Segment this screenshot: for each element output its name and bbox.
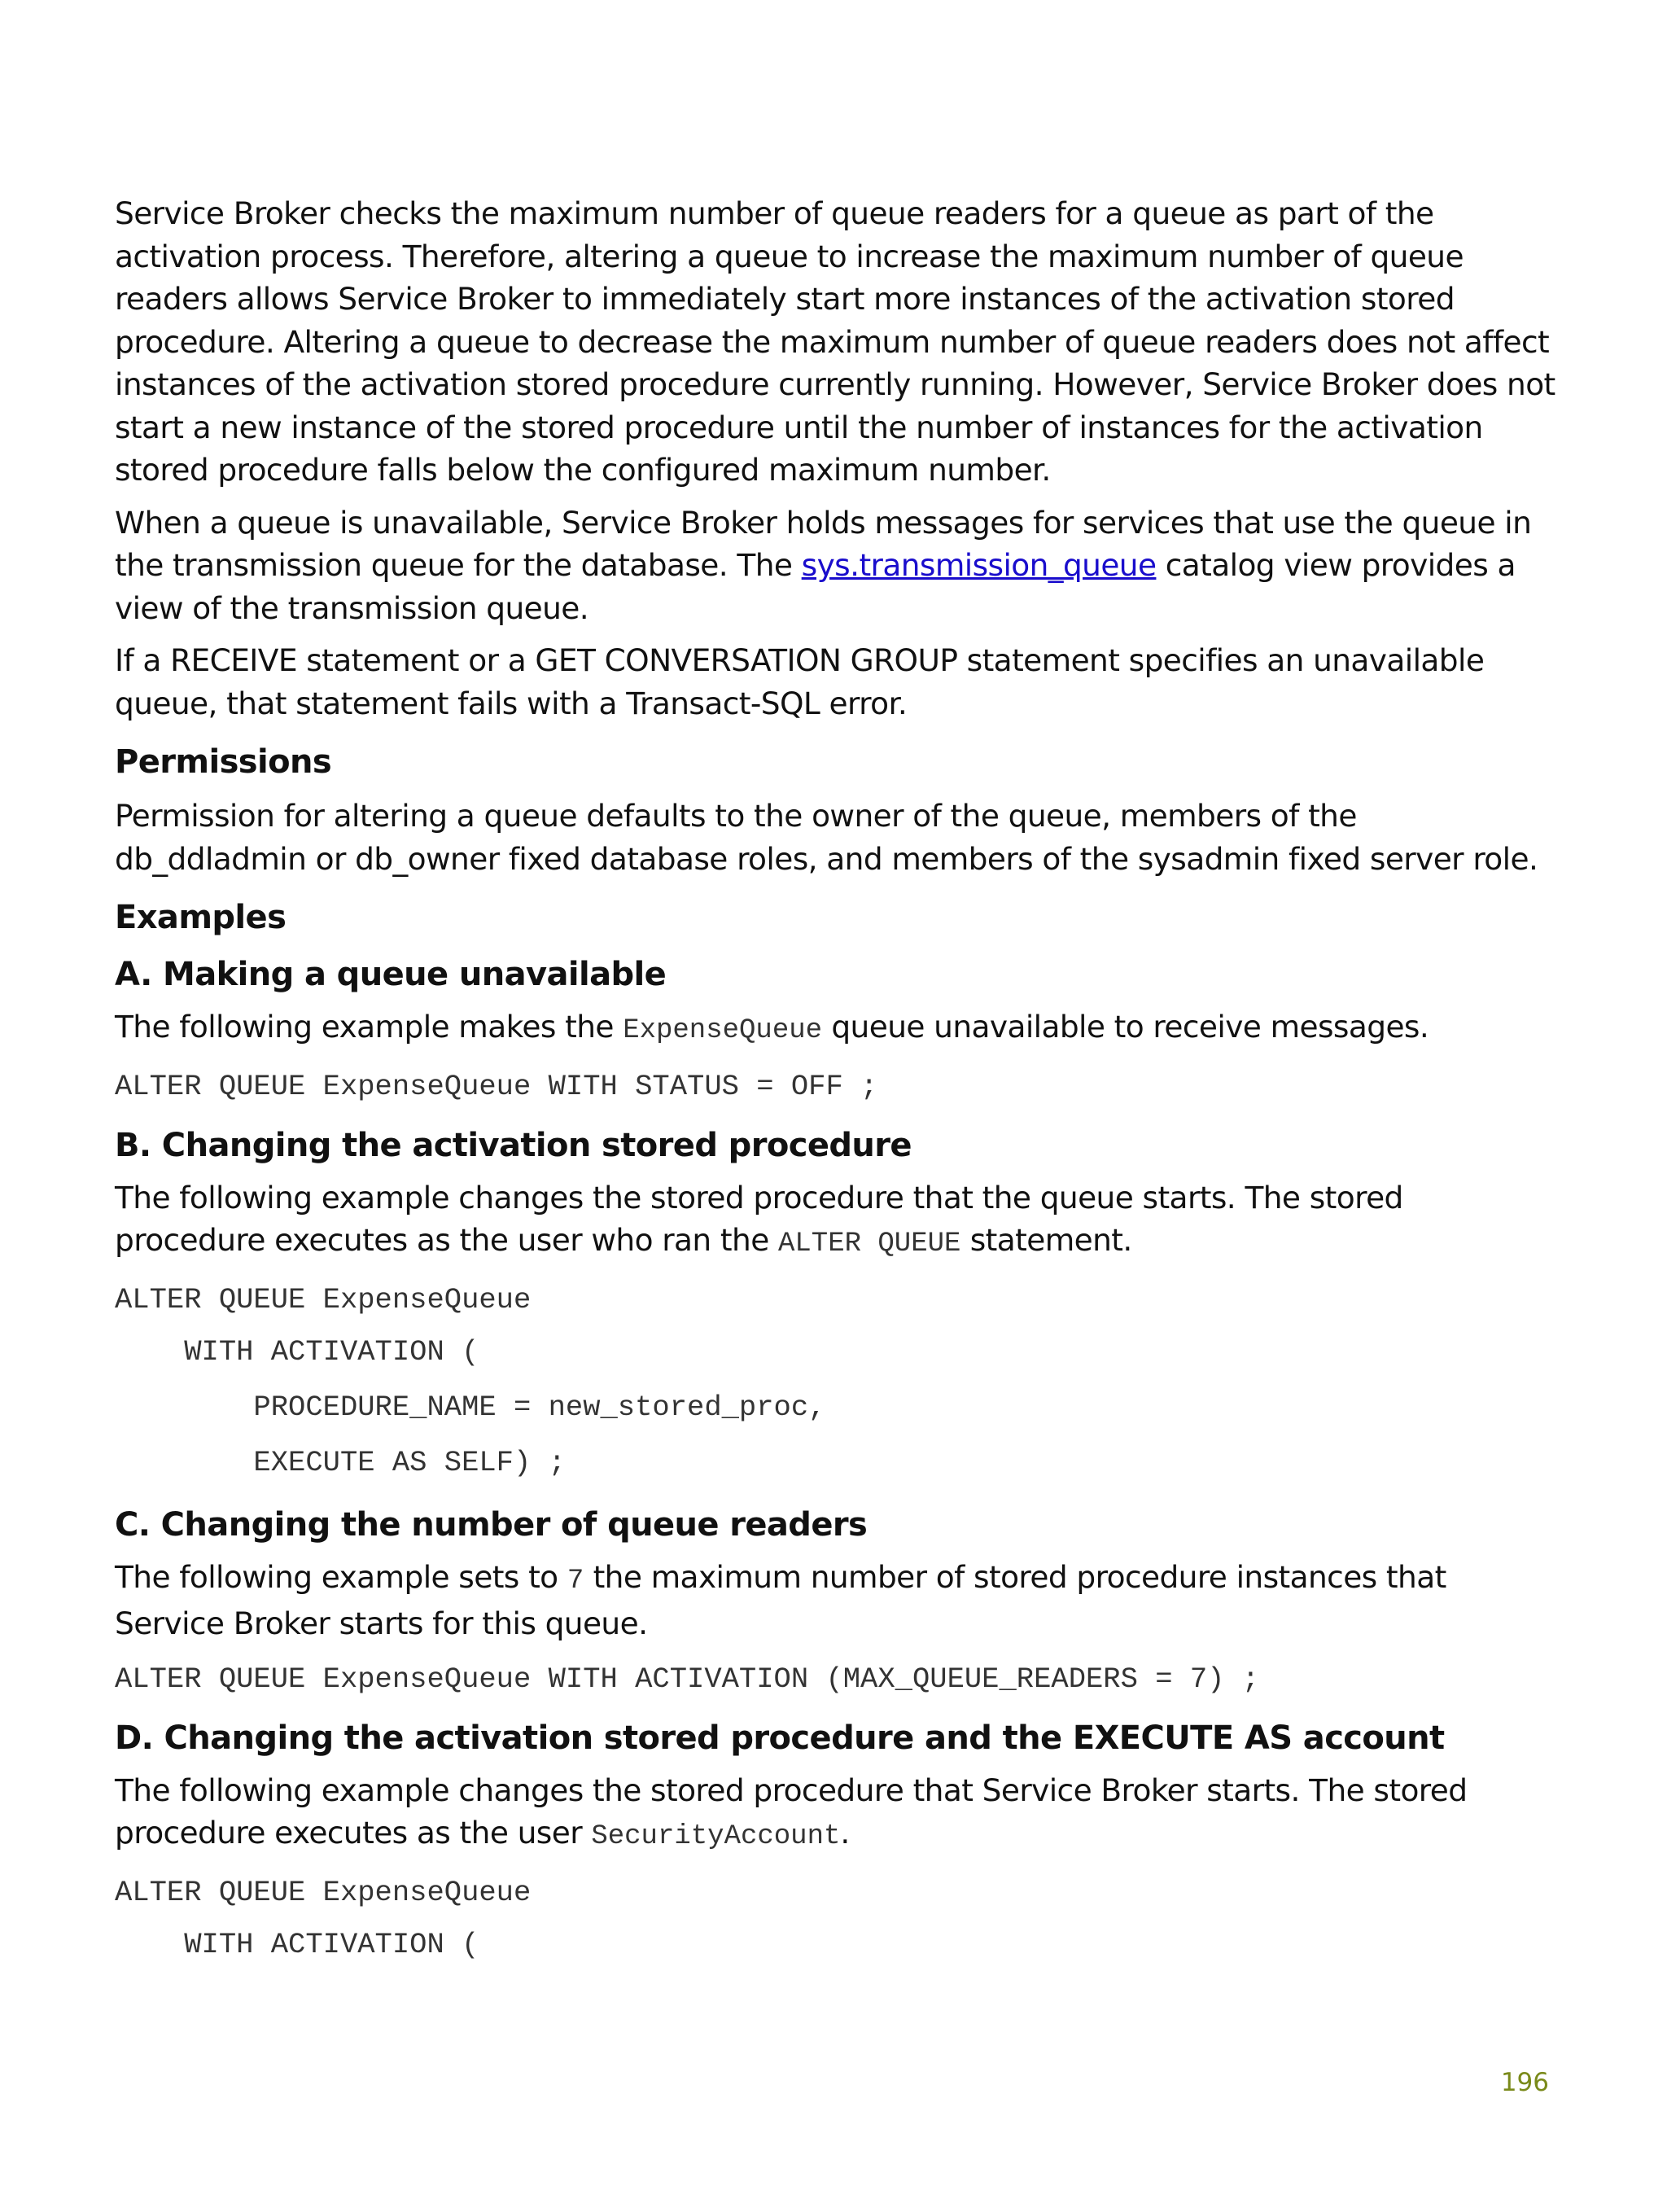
inline-code: 7 xyxy=(567,1565,584,1597)
paragraph-text: The following example makes the xyxy=(115,1009,623,1045)
examples-heading: Examples xyxy=(115,899,287,936)
inline-code: ExpenseQueue xyxy=(623,1015,823,1046)
inline-code: ALTER QUEUE xyxy=(777,1229,961,1259)
paragraph-transmission-queue xyxy=(115,502,1555,630)
example-a-code xyxy=(115,1062,1555,1111)
paragraph-text: queue unavailable to receive messages. xyxy=(822,1009,1429,1045)
example-d-description xyxy=(115,1769,1555,1859)
example-a-heading: A. Making a queue unavailable xyxy=(115,956,667,993)
paragraph-text: The following example changes the stored procedure that the queue starts. The stored procedure executes as the user who ran the xyxy=(115,1179,1403,1258)
code-line: WITH ACTIVATION ( xyxy=(115,1334,479,1369)
example-c-heading: C. Changing the number of queue readers xyxy=(115,1505,868,1544)
paragraph-text: The following example sets to xyxy=(115,1558,567,1595)
code-line: PROCEDURE_NAME = new_stored_proc, xyxy=(115,1390,826,1424)
document-page xyxy=(115,192,1555,1976)
paragraph-queue-readers: Service Broker checks the maximum number of queue readers for a queue as part of the activation process. Therefore, altering a queue to increase the maximum number of queue readers allows Service Broker to immediately start more instances of the activation stored procedure. Altering a queue to decrease the maximum number of queue readers does not affect instances of the activation stored procedure currently running. However, Service Broker does not start a new instance of the stored procedure until the number of instances for the activation stored procedure falls below the configured maximum number. xyxy=(115,195,1555,488)
paragraph-text: . xyxy=(840,1815,850,1851)
example-c-description xyxy=(115,1556,1555,1645)
code-line: ALTER QUEUE ExpenseQueue xyxy=(115,1282,532,1316)
page-number: 196 xyxy=(1500,2068,1549,2097)
sys-transmission-queue-link[interactable]: sys.transmission_queue xyxy=(801,547,1157,583)
code-line: ALTER QUEUE ExpenseQueue xyxy=(115,1875,532,1909)
code-line: ALTER QUEUE ExpenseQueue WITH ACTIVATION (MAX_QUEUE_READERS = 7) ; xyxy=(115,1662,1260,1696)
example-d-heading: D. Changing the activation stored procedure and the EXECUTE AS account xyxy=(115,1719,1445,1757)
paragraph-receive-statement: If a RECEIVE statement or a GET CONVERSATION GROUP statement specifies an unavailable queue, that statement fails with a Transact-SQL error. xyxy=(115,642,1485,721)
permissions-heading: Permissions xyxy=(115,743,332,781)
paragraph-text: The following example changes the stored procedure that Service Broker starts. The stored procedure executes as the user xyxy=(115,1772,1468,1851)
code-line: ALTER QUEUE ExpenseQueue WITH STATUS = OFF ; xyxy=(115,1069,878,1103)
example-b-code xyxy=(115,1276,1555,1491)
permissions-text: Permission for altering a queue defaults to the owner of the queue, members of the db_ddladmin or db_owner fixed database roles, and members of the sysadmin fixed server role. xyxy=(115,798,1538,877)
example-a-description xyxy=(115,1005,1555,1053)
example-c-code xyxy=(115,1655,1555,1704)
example-b-heading: B. Changing the activation stored procedure xyxy=(115,1126,912,1164)
paragraph-text: When a queue is unavailable, Service Broker holds messages for services that use the queue in the transmission queue for the database. The xyxy=(115,504,1532,583)
code-line: EXECUTE AS SELF) ; xyxy=(115,1445,566,1479)
paragraph-text: the maximum number of stored procedure instances that Service Broker starts for this queue. xyxy=(115,1558,1446,1641)
example-d-code xyxy=(115,1868,1555,1973)
code-line: WITH ACTIVATION ( xyxy=(115,1927,479,1961)
inline-code: SecurityAccount xyxy=(591,1821,841,1852)
example-b-description xyxy=(115,1176,1555,1266)
paragraph-text: catalog view provides a view of the transmission queue. xyxy=(115,547,1516,626)
paragraph-text: statement. xyxy=(960,1222,1132,1258)
